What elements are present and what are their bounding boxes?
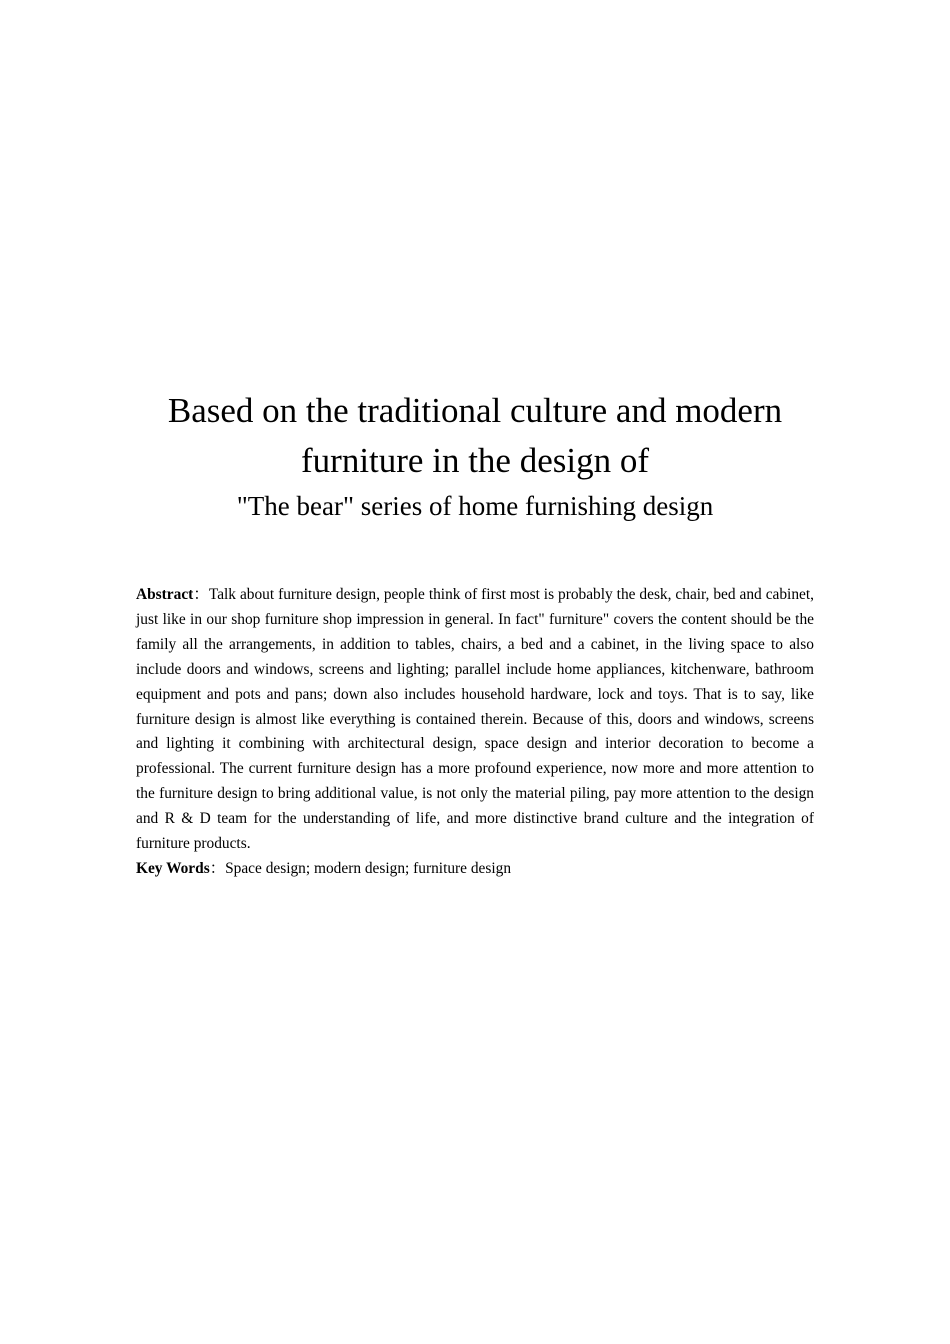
subtitle: "The bear" series of home furnishing design [236,491,714,521]
abstract-label: Abstract [136,586,194,603]
abstract-section [136,583,814,882]
title-line-2: furniture in the design of [301,441,649,480]
abstract-text: Talk about furniture design, people think of first most is probably the desk, chair, bed and cabinet, just like in our shop furniture shop impression in general. In fact" furniture" covers the content should be the family all the arrangements, in addition to tables, chairs, a bed and a cabinet, in the living space to also include doors and windows, screens and lighting; parallel include home appliances, kitchenware, bathroom equipment and pots and pans; down also includes household hardware, lock and toys. That is to say, like furniture design is almost like everything is contained therein. Because of this, doors and windows, screens and lighting it combining with architectural design, space design and interior decoration to become a professional. The current furniture design has a more profound experience, now more and more attention to the furniture design to bring additional value, is not only the material piling, pay more attention to the design and R & D team for the understanding of life, and more distinctive brand culture and the integration of furniture products. [136,586,814,853]
keywords-paragraph [136,857,814,882]
keywords-label: Key Words [136,859,210,877]
keywords-text: Space design; modern design; furniture design [225,859,512,877]
abstract-separator: ： [193,586,209,603]
title-line-1: Based on the traditional culture and modern [167,391,783,430]
title-block [0,386,950,526]
keywords-separator: ： [209,859,226,877]
abstract-paragraph [136,583,814,857]
